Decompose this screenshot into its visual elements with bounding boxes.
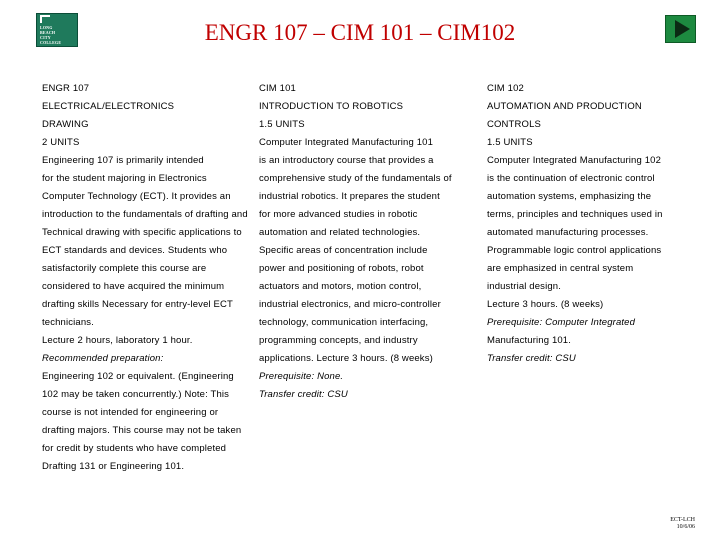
description-line: Technical drawing with specific applications to (42, 227, 242, 238)
play-button[interactable] (665, 15, 696, 43)
play-icon (675, 20, 690, 38)
transfer-credit-line: Transfer credit: CSU (259, 389, 348, 400)
description-line: satisfactorily complete this course are (42, 263, 207, 274)
course-units: 1.5 UNITS (259, 119, 305, 130)
description-line: is the continuation of electronic control (487, 173, 655, 184)
description-line: considered to have acquired the minimum (42, 281, 225, 292)
description-line: automation and related technologies. (259, 227, 421, 238)
description-line: Engineering 102 or equivalent. (Engineering (42, 371, 234, 382)
description-line: Computer Integrated Manufacturing 101 (259, 137, 434, 148)
page-title: ENGR 107 – CIM 101 – CIM102 (204, 20, 516, 45)
course-code: CIM 101 (259, 83, 296, 94)
description-line: Specific areas of concentration include (259, 245, 428, 256)
logo-text: COLLEGE (40, 40, 62, 45)
description-line: terms, principles and techniques used in (487, 209, 663, 220)
description-line: technology, communication interfacing, (259, 317, 429, 328)
description-line: industrial design. (487, 281, 561, 292)
engr-107-column (42, 80, 248, 476)
description-line: course is not intended for engineering or (42, 407, 219, 418)
description-line: are emphasized in central system (487, 263, 634, 274)
cim-101-column (259, 80, 452, 404)
course-units: 2 UNITS (42, 137, 80, 148)
description-line: Manufacturing 101. (487, 335, 572, 346)
description-line: actuators and motors, motion control, (259, 281, 422, 292)
description-line: Lecture 3 hours. (8 weeks) (487, 299, 604, 310)
course-title-line: INTRODUCTION TO ROBOTICS (259, 101, 404, 112)
course-title-line: AUTOMATION AND PRODUCTION (487, 101, 642, 112)
prerequisite-line: Prerequisite: None. (259, 371, 344, 382)
description-line: automated manufacturing processes. (487, 227, 649, 238)
recommended-preparation-label: Recommended preparation: (42, 353, 164, 364)
course-title-line: ELECTRICAL/ELECTRONICS (42, 101, 175, 112)
description-line: industrial electronics, and micro-controller (259, 299, 441, 310)
logo-text: CITY (40, 35, 51, 40)
description-line: Drafting 131 or Engineering 101. (42, 461, 185, 472)
description-line: drafting skills Necessary for entry-level ECT (42, 299, 233, 310)
description-line: ECT standards and devices. Students who (42, 245, 228, 256)
cim-102-column (487, 80, 663, 368)
description-line: programming concepts, and industry (259, 335, 418, 346)
prerequisite-line: Prerequisite: Computer Integrated (487, 317, 636, 328)
description-line: for the student majoring in Electronics (42, 173, 207, 184)
description-line: for credit by students who have completed (42, 443, 227, 454)
footer-note (670, 517, 695, 531)
description-line: industrial robotics. It prepares the student (259, 191, 440, 202)
course-units: 1.5 UNITS (487, 137, 533, 148)
description-line: Computer Technology (ECT). It provides an (42, 191, 231, 202)
course-code: ENGR 107 (42, 83, 90, 94)
course-code: CIM 102 (487, 83, 524, 94)
description-line: power and positioning of robots, robot (259, 263, 424, 274)
description-line: introduction to the fundamentals of drafting and (42, 209, 248, 220)
course-title-line: CONTROLS (487, 119, 541, 130)
description-line: Engineering 107 is primarily intended (42, 155, 204, 166)
description-line: Computer Integrated Manufacturing 102 (487, 155, 662, 166)
description-line: is an introductory course that provides a (259, 155, 434, 166)
description-line: Lecture 2 hours, laboratory 1 hour. (42, 335, 193, 346)
transfer-credit-line: Transfer credit: CSU (487, 353, 576, 364)
course-title-line: DRAWING (42, 119, 89, 130)
logo-text: LONG (40, 25, 53, 30)
description-line: Programmable logic control applications (487, 245, 662, 256)
footer-author: ECT-LCH (670, 517, 695, 523)
logo-text: BEACH (40, 30, 56, 35)
description-line: applications. Lecture 3 hours. (8 weeks) (259, 353, 433, 364)
footer-date: 10/6/06 (676, 524, 695, 530)
description-line: automation systems, emphasizing the (487, 191, 652, 202)
description-line: technicians. (42, 317, 94, 328)
description-line: comprehensive study of the fundamentals of (259, 173, 452, 184)
description-line: for more advanced studies in robotic (259, 209, 418, 220)
description-line: drafting majors. This course may not be taken (42, 425, 242, 436)
description-line: 102 may be taken concurrently.) Note: This (42, 389, 230, 400)
